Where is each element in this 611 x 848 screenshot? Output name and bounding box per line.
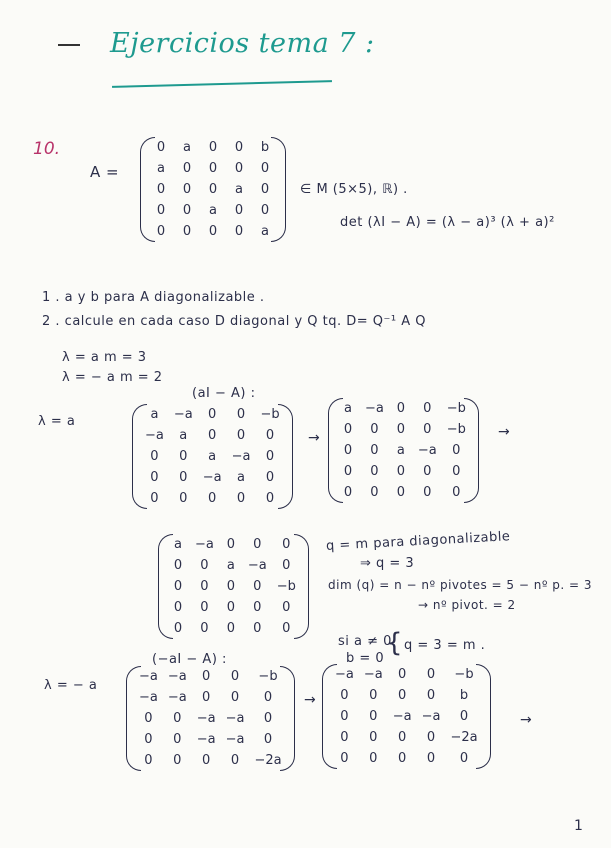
matrix-cell: 0 <box>370 422 379 437</box>
eigenvalue-2: λ = − a m = 2 <box>62 370 163 385</box>
matrix-cell: 0 <box>369 688 378 703</box>
matrix-cell: 0 <box>230 690 240 705</box>
matrix-cell: a <box>174 537 182 552</box>
matrix-cell: 0 <box>230 669 240 684</box>
matrix-cell: 0 <box>253 537 262 552</box>
matrix-cell: 0 <box>234 224 244 239</box>
matrix-cell: −b <box>276 579 296 594</box>
matrix-cell: 0 <box>398 730 407 745</box>
matrix-cell: 0 <box>370 485 379 500</box>
matrix-cell: 0 <box>173 621 183 636</box>
matrix-cell: −a <box>365 401 384 416</box>
matrix-cell: 0 <box>182 161 192 176</box>
matrix-cell: a <box>396 443 405 458</box>
matrix-cell: 0 <box>340 709 349 724</box>
matrix-cell: a <box>226 558 235 573</box>
brace: { <box>386 628 404 658</box>
note-1: q = m para diagonalizable <box>325 529 511 554</box>
matrix-cell: 0 <box>156 182 166 197</box>
matrix-cell: 0 <box>426 730 436 745</box>
matrix-cell: 0 <box>208 140 218 155</box>
matrix-cell: 0 <box>234 140 244 155</box>
matrix-cell: a <box>157 161 165 176</box>
condition-result: q = 3 = m . <box>404 638 486 653</box>
matrix-cell: −a <box>392 709 412 724</box>
matrix-cell: 0 <box>423 485 432 500</box>
eigenvalue-1: λ = a m = 3 <box>62 350 147 365</box>
matrix-cell: −b <box>446 401 466 416</box>
matrix-cell: −a <box>417 443 437 458</box>
matrix-cell: 0 <box>182 224 192 239</box>
case-neg-caption: (−aI − A) : <box>152 652 227 667</box>
matrix-cell: −2a <box>254 753 282 768</box>
matrix-cell: 0 <box>396 401 405 416</box>
matrix-cell: 0 <box>230 753 240 768</box>
matrix-cell: 0 <box>150 491 159 506</box>
matrix-cell: 0 <box>263 690 273 705</box>
matrix-cell: 0 <box>452 464 461 479</box>
matrix-space: ∈ M (5×5), ℝ) . <box>300 182 408 197</box>
matrix-cell: 0 <box>452 485 461 500</box>
case-a-label: λ = a <box>38 414 76 429</box>
matrix-cell: 0 <box>150 470 159 485</box>
question-2: 2 . calcule en cada caso D diagonal y Q tq. D= Q⁻¹ A Q <box>42 314 426 329</box>
case-neg-matrix-2 <box>330 664 483 769</box>
title-underline <box>112 80 332 88</box>
matrix-cell: 0 <box>173 732 182 747</box>
matrix-cell: 0 <box>343 464 353 479</box>
matrix-cell: 0 <box>236 491 246 506</box>
matrix-A <box>148 137 278 242</box>
case-a-caption: (aI − A) : <box>192 386 256 401</box>
matrix-cell: 0 <box>226 600 235 615</box>
matrix-cell: 0 <box>202 753 211 768</box>
matrix-cell: 0 <box>226 621 235 636</box>
arrow-icon: → <box>520 712 532 728</box>
matrix-cell: −a <box>167 690 187 705</box>
matrix-cell: 0 <box>423 401 432 416</box>
matrix-cell: 0 <box>236 407 246 422</box>
matrix-cell: b <box>260 140 270 155</box>
matrix-cell: 0 <box>396 422 405 437</box>
matrix-cell: 0 <box>200 621 209 636</box>
matrix-cell: 0 <box>263 711 273 726</box>
matrix-cell: 0 <box>173 579 183 594</box>
exercise-number: 10. <box>33 139 61 159</box>
matrix-cell: 0 <box>423 422 432 437</box>
matrix-cell: 0 <box>340 751 349 766</box>
matrix-cell: −a <box>421 709 441 724</box>
matrix-cell: 0 <box>234 161 244 176</box>
case-neg-matrix-1 <box>134 666 287 771</box>
matrix-cell: 0 <box>253 600 262 615</box>
matrix-cell: 0 <box>253 579 262 594</box>
matrix-cell: 0 <box>396 485 405 500</box>
matrix-cell: 0 <box>144 732 153 747</box>
matrix-cell: 0 <box>208 428 217 443</box>
matrix-cell: 0 <box>369 709 378 724</box>
matrix-cell: 0 <box>452 443 461 458</box>
matrix-cell: 0 <box>370 443 379 458</box>
matrix-cell: −a <box>173 407 193 422</box>
matrix-cell: 0 <box>343 443 353 458</box>
note-2: ⇒ q = 3 <box>360 556 415 571</box>
matrix-cell: 0 <box>144 711 153 726</box>
matrix-cell: 0 <box>282 537 291 552</box>
matrix-cell: 0 <box>369 751 378 766</box>
matrix-cell: a <box>150 407 159 422</box>
matrix-cell: 0 <box>200 579 209 594</box>
matrix-cell: 0 <box>426 751 436 766</box>
matrix-cell: 0 <box>182 203 192 218</box>
matrix-cell: 0 <box>263 732 273 747</box>
matrix-cell: −b <box>454 667 474 682</box>
matrix-cell: a <box>209 203 217 218</box>
matrix-cell: 0 <box>282 621 291 636</box>
matrix-cell: −b <box>260 407 280 422</box>
matrix-cell: 0 <box>208 161 218 176</box>
matrix-cell: 0 <box>208 224 218 239</box>
matrix-cell: 0 <box>173 558 183 573</box>
matrix-cell: −a <box>225 711 245 726</box>
case-a-matrix-3 <box>166 534 301 639</box>
matrix-cell: 0 <box>459 751 469 766</box>
matrix-cell: 0 <box>265 428 275 443</box>
matrix-cell: −2a <box>450 730 478 745</box>
matrix-cell: 0 <box>234 203 244 218</box>
matrix-cell: 0 <box>340 688 349 703</box>
matrix-cell: 0 <box>253 621 262 636</box>
matrix-cell: −a <box>195 537 214 552</box>
matrix-cell: 0 <box>426 667 436 682</box>
matrix-cell: 0 <box>396 464 405 479</box>
arrow-icon: → <box>498 424 510 440</box>
matrix-cell: −a <box>139 690 158 705</box>
matrix-cell: 0 <box>340 730 349 745</box>
matrix-cell: 0 <box>156 140 166 155</box>
matrix-cell: −a <box>196 711 216 726</box>
page-title: Ejercicios tema 7 : <box>110 28 375 59</box>
matrix-cell: −a <box>225 732 245 747</box>
matrix-cell: 0 <box>144 753 153 768</box>
matrix-a-label: A = <box>90 163 120 181</box>
matrix-cell: 0 <box>156 224 166 239</box>
matrix-cell: b <box>459 688 469 703</box>
arrow-icon: → <box>304 692 316 708</box>
matrix-cell: 0 <box>265 449 275 464</box>
matrix-cell: 0 <box>343 422 353 437</box>
matrix-cell: 0 <box>265 491 275 506</box>
matrix-cell: 0 <box>398 751 407 766</box>
case-a-matrix-1 <box>140 404 285 509</box>
matrix-cell: 0 <box>200 600 209 615</box>
matrix-cell: 0 <box>260 182 270 197</box>
case-neg-label: λ = − a <box>44 678 98 693</box>
matrix-cell: −a <box>202 470 222 485</box>
matrix-cell: −a <box>139 669 158 684</box>
page-number: 1 <box>574 818 584 834</box>
matrix-cell: 0 <box>202 690 211 705</box>
matrix-cell: 0 <box>370 464 379 479</box>
matrix-cell: 0 <box>179 449 188 464</box>
matrix-cell: a <box>179 428 188 443</box>
matrix-cell: 0 <box>265 470 275 485</box>
matrix-cell: 0 <box>202 669 211 684</box>
matrix-cell: 0 <box>226 537 235 552</box>
matrix-cell: 0 <box>343 485 353 500</box>
title-dash <box>58 44 80 46</box>
matrix-cell: −a <box>145 428 164 443</box>
matrix-cell: 0 <box>260 161 270 176</box>
matrix-cell: −a <box>247 558 267 573</box>
matrix-cell: 0 <box>282 558 291 573</box>
matrix-cell: a <box>183 140 191 155</box>
matrix-cell: 0 <box>369 730 378 745</box>
note-3: dim (q) = n − nº pivotes = 5 − nº p. = 3 <box>328 578 593 592</box>
note-4: → nº pivot. = 2 <box>418 598 516 612</box>
matrix-cell: 0 <box>236 428 246 443</box>
matrix-cell: 0 <box>282 600 291 615</box>
matrix-cell: 0 <box>179 470 188 485</box>
matrix-cell: 0 <box>208 407 217 422</box>
matrix-cell: 0 <box>426 688 436 703</box>
matrix-cell: −a <box>196 732 216 747</box>
matrix-cell: 0 <box>173 753 182 768</box>
matrix-cell: 0 <box>226 579 235 594</box>
case-a-matrix-2 <box>336 398 471 503</box>
arrow-icon: → <box>308 430 320 446</box>
matrix-cell: −a <box>167 669 187 684</box>
matrix-cell: 0 <box>156 203 166 218</box>
matrix-cell: a <box>208 449 217 464</box>
matrix-cell: 0 <box>173 711 182 726</box>
matrix-cell: 0 <box>423 464 432 479</box>
matrix-cell: 0 <box>459 709 469 724</box>
matrix-cell: a <box>344 401 352 416</box>
matrix-cell: 0 <box>150 449 159 464</box>
matrix-cell: −a <box>335 667 354 682</box>
matrix-cell: 0 <box>208 182 218 197</box>
condition-a: si a ≠ 0 <box>338 634 392 649</box>
question-1: 1 . a y b para A diagonalizable . <box>42 290 265 305</box>
matrix-cell: 0 <box>179 491 188 506</box>
matrix-cell: 0 <box>208 491 217 506</box>
matrix-cell: a <box>261 224 269 239</box>
matrix-cell: −b <box>258 669 278 684</box>
matrix-cell: 0 <box>182 182 192 197</box>
matrix-cell: −a <box>363 667 383 682</box>
matrix-cell: a <box>237 470 245 485</box>
matrix-cell: 0 <box>260 203 270 218</box>
matrix-cell: −a <box>231 449 251 464</box>
characteristic-polynomial: det (λI − A) = (λ − a)³ (λ + a)² <box>340 215 555 230</box>
matrix-cell: 0 <box>173 600 183 615</box>
matrix-cell: 0 <box>398 667 407 682</box>
condition-b: b = 0 <box>346 651 385 666</box>
matrix-cell: −b <box>446 422 466 437</box>
matrix-cell: 0 <box>398 688 407 703</box>
matrix-cell: 0 <box>200 558 209 573</box>
matrix-cell: a <box>235 182 243 197</box>
